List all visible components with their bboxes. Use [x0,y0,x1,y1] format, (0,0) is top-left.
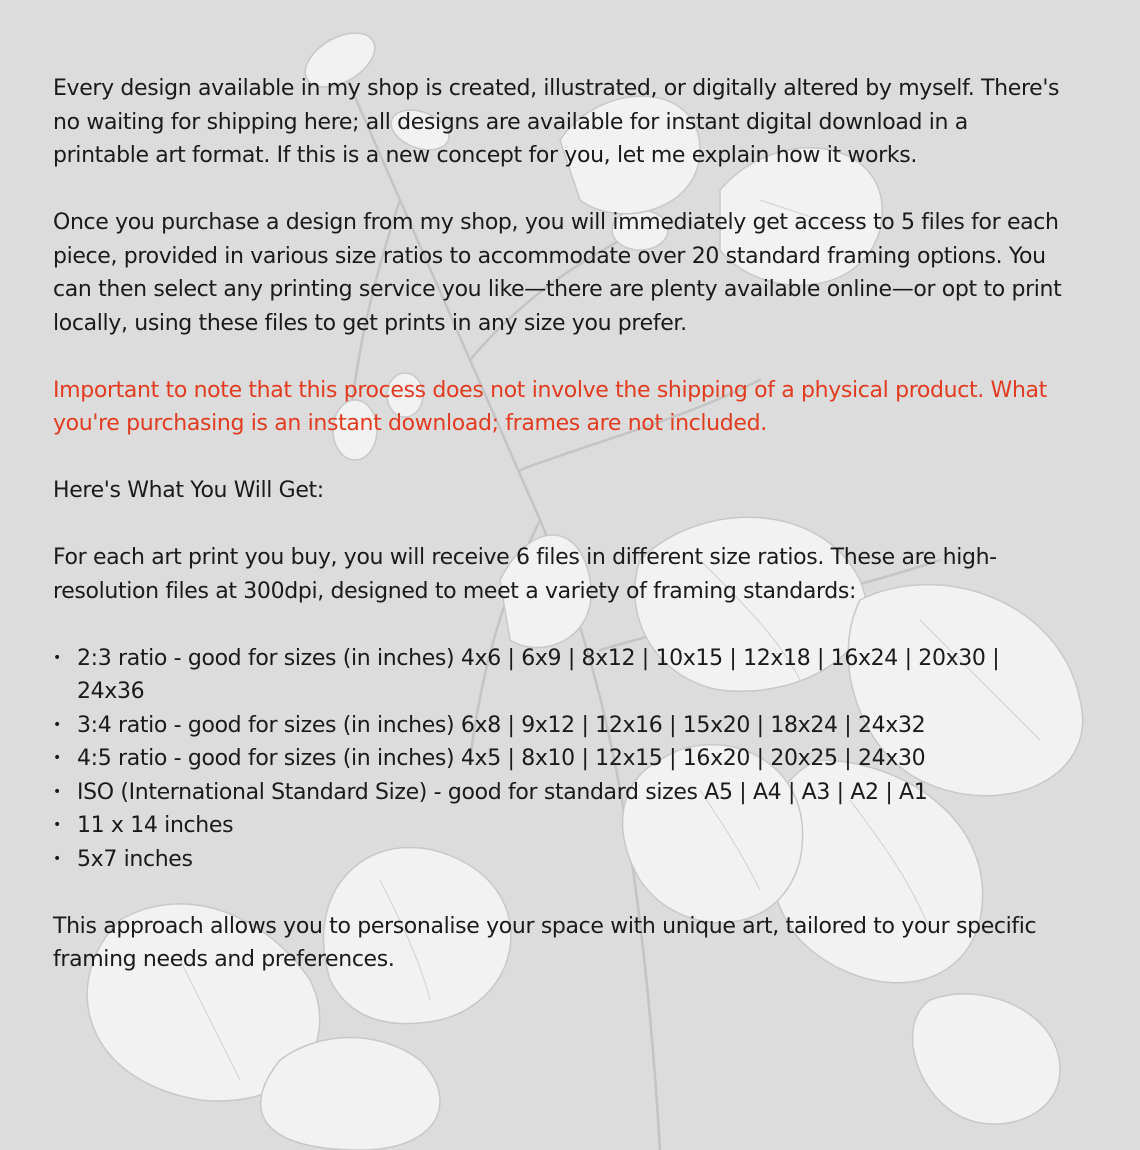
files-paragraph: For each art print you buy, you will receive 6 files in different size ratios. These are high-resolution files at 300dpi, designed to meet a variety of framing standards: [53,545,997,604]
list-item: • ISO (International Standard Size) - good for standard sizes A5 | A4 | A3 | A2 | A1 [53,776,1063,810]
list-item: • 11 x 14 inches [53,809,1063,843]
size-ratio-list [53,642,1063,877]
closing-paragraph: This approach allows you to personalise your space with unique art, tailored to your specific framing needs and preferences. [53,913,1037,972]
list-item: • 4:5 ratio - good for sizes (in inches) 4x5 | 8x10 | 12x15 | 16x20 | 20x25 | 24x30 [53,742,1063,776]
section-heading: Here's What You Will Get: [53,478,324,503]
list-item: • 3:4 ratio - good for sizes (in inches) 6x8 | 9x12 | 12x16 | 15x20 | 18x24 | 24x32 [53,709,1063,743]
important-note: Important to note that this process does not involve the shipping of a physical product. What you're purchasing is an instant download; frames are not included. [53,377,1047,436]
intro-paragraph: Every design available in my shop is created, illustrated, or digitally altered by myself. There's no waiting for shipping here; all designs are available for instant digital download in a printable art format. If this is a new concept for you, let me explain how it works. [53,76,1060,168]
product-description [53,72,1063,1010]
list-item: • 5x7 inches [53,843,1063,877]
list-item: • 2:3 ratio - good for sizes (in inches) 4x6 | 6x9 | 8x12 | 10x15 | 12x18 | 16x24 | 20x30 | 24x36 [53,642,1063,709]
purchase-paragraph: Once you purchase a design from my shop, you will immediately get access to 5 files for each piece, provided in various size ratios to accommodate over 20 standard framing options. You can then select any printing service you like—there are plenty available online—or opt to print locally, using these files to get prints in any size you prefer. [53,210,1062,336]
